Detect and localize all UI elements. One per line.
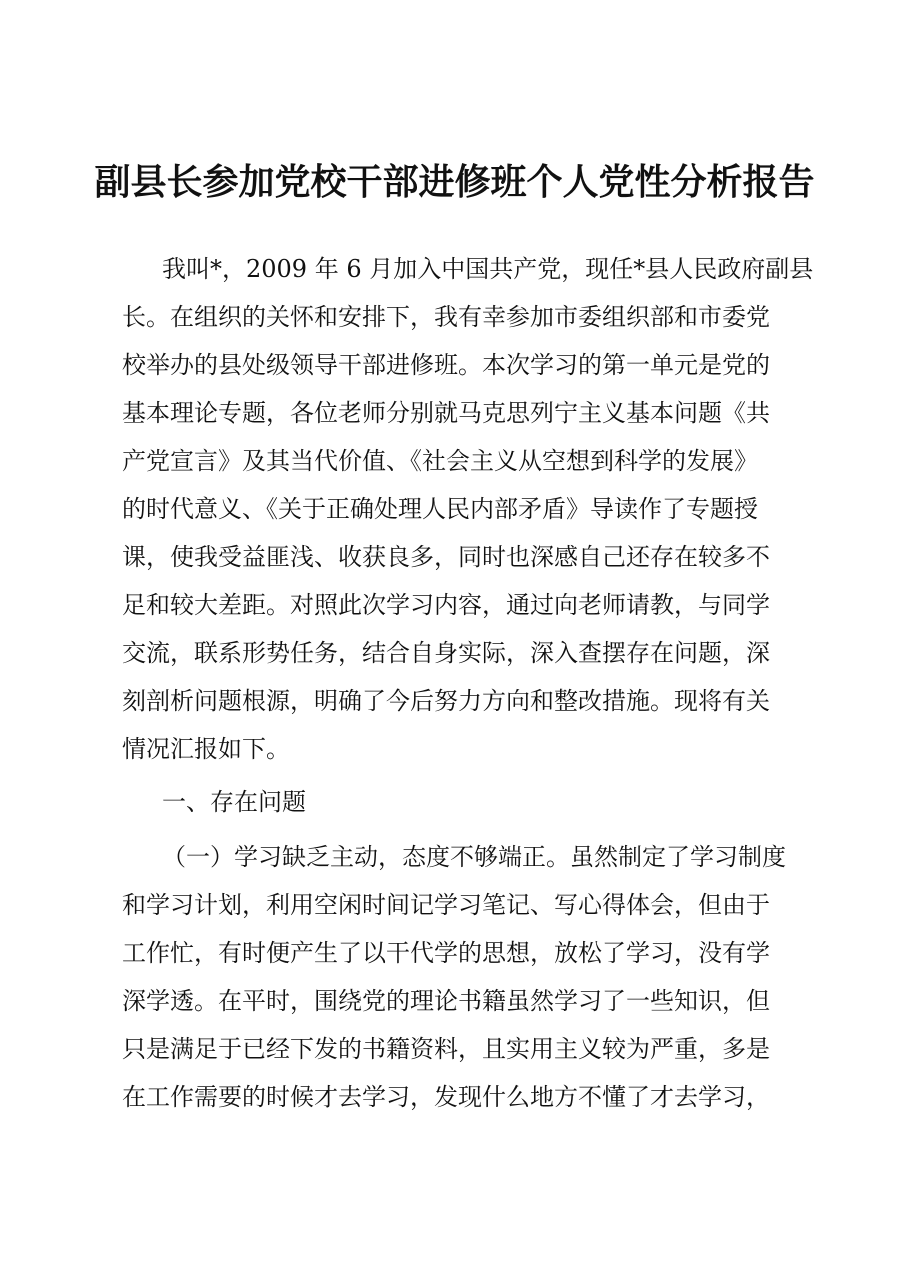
paragraph-line: 基本理论专题，各位老师分别就马克思列宁主义基本问题《共 — [122, 399, 770, 427]
paragraph-line: （一）学习缺乏主动，态度不够端正。虽然制定了学习制度 — [162, 843, 786, 871]
paragraph-line: 足和较大差距。对照此次学习内容，通过向老师请教，与同学 — [122, 591, 770, 619]
paragraph-line: 产党宣言》及其当代价值、《社会主义从空想到科学的发展》 — [122, 447, 758, 475]
paragraph-line: 深学透。在平时，围绕党的理论书籍虽然学习了一些知识，但 — [122, 987, 770, 1015]
document-title: 副县长参加党校干部进修班个人党性分析报告 — [94, 161, 815, 203]
section-heading: 一、存在问题 — [162, 788, 306, 816]
paragraph-line: 只是满足于已经下发的书籍资料，且实用主义较为严重，多是 — [122, 1035, 770, 1063]
paragraph-line: 工作忙，有时便产生了以干代学的思想，放松了学习，没有学 — [122, 939, 770, 967]
paragraph-line: 和学习计划，利用空闲时间记学习笔记、写心得体会，但由于 — [122, 891, 770, 919]
paragraph-line: 课，使我受益匪浅、收获良多，同时也深感自己还存在较多不 — [122, 543, 770, 571]
paragraph-line: 校举办的县处级领导干部进修班。本次学习的第一单元是党的 — [122, 351, 770, 379]
paragraph-line: 交流，联系形势任务，结合自身实际，深入查摆存在问题，深 — [122, 639, 770, 667]
paragraph-line: 长。在组织的关怀和安排下，我有幸参加市委组织部和市委党 — [122, 303, 770, 331]
paragraph-line: 刻剖析问题根源，明确了今后努力方向和整改措施。现将有关 — [122, 687, 770, 715]
paragraph-line: 在工作需要的时候才去学习，发现什么地方不懂了才去学习， — [122, 1083, 770, 1111]
paragraph-line: 我叫*，2009 年 6 月加入中国共产党，现任*县人民政府副县 — [162, 255, 814, 283]
paragraph-line: 情况汇报如下。 — [122, 735, 290, 763]
paragraph-line: 的时代意义、《关于正确处理人民内部矛盾》导读作了专题授 — [122, 495, 758, 523]
